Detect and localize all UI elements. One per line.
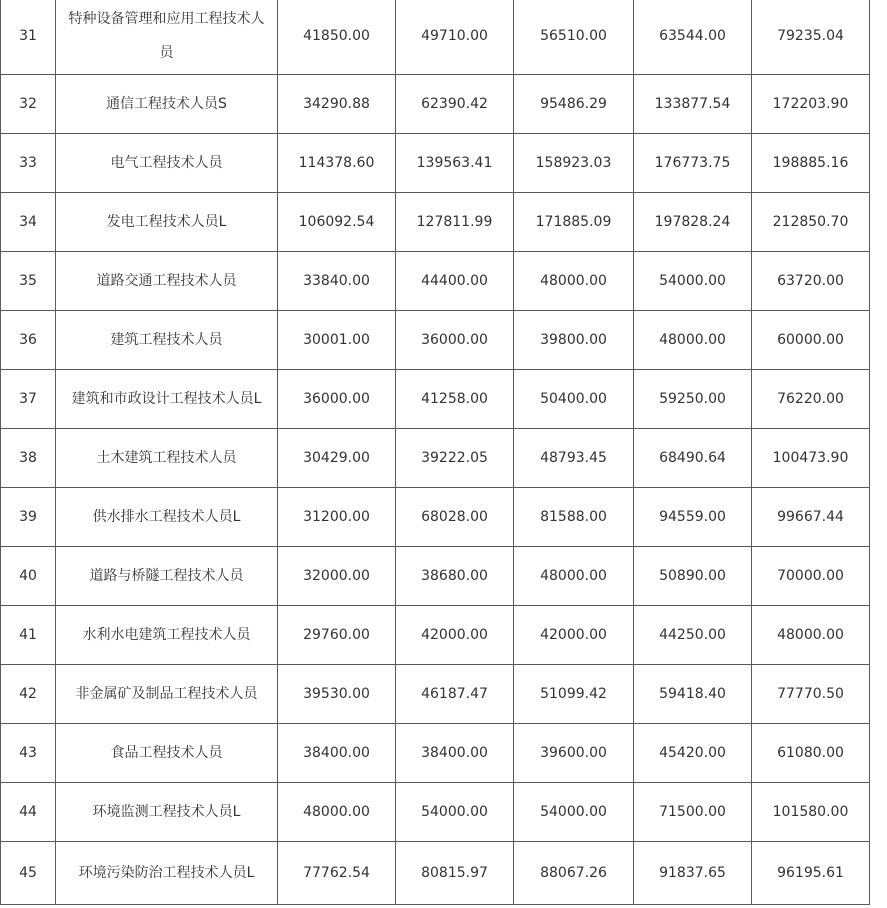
table-row xyxy=(1,252,870,311)
value-cell-3: 48793.45 xyxy=(514,429,634,488)
value-cell-4: 68490.64 xyxy=(634,429,752,488)
row-number-cell: 43 xyxy=(1,724,56,783)
value-cell-2: 68028.00 xyxy=(396,488,514,547)
value-cell-3: 42000.00 xyxy=(514,606,634,665)
value-cell-1: 36000.00 xyxy=(278,370,396,429)
table-row xyxy=(1,370,870,429)
occupation-name-cell: 道路与桥隧工程技术人员 xyxy=(56,547,278,606)
value-cell-2: 139563.41 xyxy=(396,134,514,193)
row-number-cell: 38 xyxy=(1,429,56,488)
value-cell-5: 63720.00 xyxy=(752,252,870,311)
value-cell-5: 212850.70 xyxy=(752,193,870,252)
value-cell-4: 176773.75 xyxy=(634,134,752,193)
value-cell-1: 39530.00 xyxy=(278,665,396,724)
occupation-name-cell: 食品工程技术人员 xyxy=(56,724,278,783)
row-number-cell: 42 xyxy=(1,665,56,724)
table-row xyxy=(1,842,870,905)
occupation-name-cell: 发电工程技术人员L xyxy=(56,193,278,252)
value-cell-3: 39600.00 xyxy=(514,724,634,783)
value-cell-1: 38400.00 xyxy=(278,724,396,783)
value-cell-2: 44400.00 xyxy=(396,252,514,311)
row-number-cell: 35 xyxy=(1,252,56,311)
occupation-name-cell: 环境监测工程技术人员L xyxy=(56,783,278,842)
value-cell-1: 33840.00 xyxy=(278,252,396,311)
value-cell-1: 32000.00 xyxy=(278,547,396,606)
occupation-name-cell: 道路交通工程技术人员 xyxy=(56,252,278,311)
occupation-name-cell: 土木建筑工程技术人员 xyxy=(56,429,278,488)
value-cell-3: 54000.00 xyxy=(514,783,634,842)
occupation-name-cell: 建筑和市政设计工程技术人员L xyxy=(56,370,278,429)
value-cell-5: 100473.90 xyxy=(752,429,870,488)
value-cell-3: 56510.00 xyxy=(514,0,634,75)
value-cell-2: 42000.00 xyxy=(396,606,514,665)
value-cell-2: 80815.97 xyxy=(396,842,514,905)
value-cell-5: 101580.00 xyxy=(752,783,870,842)
value-cell-1: 48000.00 xyxy=(278,783,396,842)
occupation-name-cell: 供水排水工程技术人员L xyxy=(56,488,278,547)
row-number-cell: 31 xyxy=(1,0,56,75)
value-cell-2: 49710.00 xyxy=(396,0,514,75)
value-cell-5: 48000.00 xyxy=(752,606,870,665)
value-cell-2: 38400.00 xyxy=(396,724,514,783)
table-row xyxy=(1,547,870,606)
value-cell-1: 114378.60 xyxy=(278,134,396,193)
value-cell-4: 48000.00 xyxy=(634,311,752,370)
table-row xyxy=(1,429,870,488)
occupation-name-cell: 水利水电建筑工程技术人员 xyxy=(56,606,278,665)
value-cell-4: 54000.00 xyxy=(634,252,752,311)
value-cell-5: 60000.00 xyxy=(752,311,870,370)
row-number-cell: 32 xyxy=(1,75,56,134)
value-cell-1: 30429.00 xyxy=(278,429,396,488)
value-cell-5: 198885.16 xyxy=(752,134,870,193)
row-number-cell: 36 xyxy=(1,311,56,370)
occupation-name-cell: 通信工程技术人员S xyxy=(56,75,278,134)
value-cell-4: 94559.00 xyxy=(634,488,752,547)
row-number-cell: 44 xyxy=(1,783,56,842)
value-cell-1: 41850.00 xyxy=(278,0,396,75)
value-cell-5: 96195.61 xyxy=(752,842,870,905)
value-cell-5: 76220.00 xyxy=(752,370,870,429)
row-number-cell: 45 xyxy=(1,842,56,905)
value-cell-4: 71500.00 xyxy=(634,783,752,842)
row-number-cell: 34 xyxy=(1,193,56,252)
salary-table-body xyxy=(1,0,870,905)
value-cell-5: 61080.00 xyxy=(752,724,870,783)
value-cell-3: 50400.00 xyxy=(514,370,634,429)
occupation-name-cell: 电气工程技术人员 xyxy=(56,134,278,193)
value-cell-5: 70000.00 xyxy=(752,547,870,606)
table-row xyxy=(1,75,870,134)
value-cell-5: 172203.90 xyxy=(752,75,870,134)
value-cell-3: 171885.09 xyxy=(514,193,634,252)
row-number-cell: 39 xyxy=(1,488,56,547)
value-cell-4: 197828.24 xyxy=(634,193,752,252)
value-cell-2: 36000.00 xyxy=(396,311,514,370)
value-cell-1: 34290.88 xyxy=(278,75,396,134)
value-cell-4: 63544.00 xyxy=(634,0,752,75)
value-cell-3: 95486.29 xyxy=(514,75,634,134)
occupation-name-cell: 环境污染防治工程技术人员L xyxy=(56,842,278,905)
table-row xyxy=(1,606,870,665)
value-cell-5: 79235.04 xyxy=(752,0,870,75)
value-cell-2: 62390.42 xyxy=(396,75,514,134)
value-cell-5: 99667.44 xyxy=(752,488,870,547)
row-number-cell: 33 xyxy=(1,134,56,193)
value-cell-4: 59418.40 xyxy=(634,665,752,724)
value-cell-3: 48000.00 xyxy=(514,252,634,311)
table-row xyxy=(1,488,870,547)
value-cell-4: 59250.00 xyxy=(634,370,752,429)
value-cell-4: 44250.00 xyxy=(634,606,752,665)
row-number-cell: 41 xyxy=(1,606,56,665)
value-cell-4: 45420.00 xyxy=(634,724,752,783)
value-cell-2: 54000.00 xyxy=(396,783,514,842)
value-cell-4: 91837.65 xyxy=(634,842,752,905)
value-cell-2: 127811.99 xyxy=(396,193,514,252)
table-row xyxy=(1,0,870,75)
occupation-name-cell: 建筑工程技术人员 xyxy=(56,311,278,370)
value-cell-1: 29760.00 xyxy=(278,606,396,665)
value-cell-4: 133877.54 xyxy=(634,75,752,134)
occupation-name-cell: 非金属矿及制品工程技术人员 xyxy=(56,665,278,724)
table-row xyxy=(1,665,870,724)
table-row xyxy=(1,134,870,193)
table-row xyxy=(1,193,870,252)
value-cell-3: 39800.00 xyxy=(514,311,634,370)
value-cell-2: 46187.47 xyxy=(396,665,514,724)
value-cell-4: 50890.00 xyxy=(634,547,752,606)
value-cell-2: 41258.00 xyxy=(396,370,514,429)
value-cell-3: 88067.26 xyxy=(514,842,634,905)
row-number-cell: 40 xyxy=(1,547,56,606)
value-cell-1: 30001.00 xyxy=(278,311,396,370)
value-cell-2: 38680.00 xyxy=(396,547,514,606)
row-number-cell: 37 xyxy=(1,370,56,429)
value-cell-1: 106092.54 xyxy=(278,193,396,252)
value-cell-2: 39222.05 xyxy=(396,429,514,488)
value-cell-3: 81588.00 xyxy=(514,488,634,547)
value-cell-1: 77762.54 xyxy=(278,842,396,905)
occupation-name-cell: 特种设备管理和应用工程技术人员 xyxy=(56,0,278,75)
table-row xyxy=(1,311,870,370)
value-cell-5: 77770.50 xyxy=(752,665,870,724)
value-cell-1: 31200.00 xyxy=(278,488,396,547)
value-cell-3: 51099.42 xyxy=(514,665,634,724)
value-cell-3: 158923.03 xyxy=(514,134,634,193)
value-cell-3: 48000.00 xyxy=(514,547,634,606)
table-row xyxy=(1,783,870,842)
table-row xyxy=(1,724,870,783)
